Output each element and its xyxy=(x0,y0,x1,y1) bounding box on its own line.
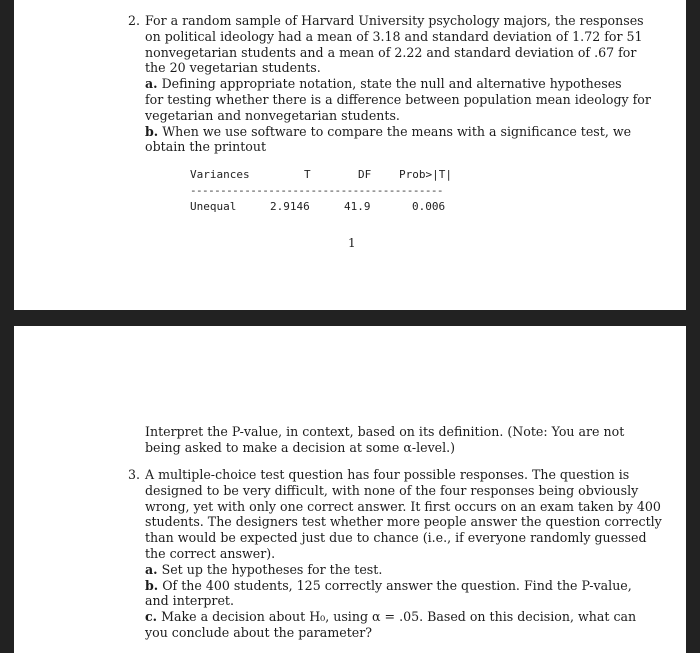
problem-2-intro-line: nonvegetarian students and a mean of 2.22 and standard deviation of .67 for xyxy=(145,44,637,60)
problem-3-part-c-line xyxy=(145,609,662,625)
problem-2-part-a-line xyxy=(145,76,651,92)
part-a-text: Defining appropriate notation, state the null and alternative hypotheses xyxy=(161,76,622,92)
page-number: 1 xyxy=(348,236,356,250)
page-1 xyxy=(14,0,686,310)
printout-separator: ------------------------------------------ xyxy=(190,184,443,196)
continuation-line: being asked to make a decision at some α-level.) xyxy=(145,439,456,455)
part-c-label: c. xyxy=(145,609,158,625)
part-b-label: b. xyxy=(145,577,159,593)
problem-3-part-b-line: and interpret. xyxy=(145,593,234,609)
problem-3-text xyxy=(145,467,662,641)
cell-df: 41.9 xyxy=(344,200,371,213)
page-2 xyxy=(14,326,686,653)
cell-t: 2.9146 xyxy=(270,200,310,213)
problem-2-intro-line: For a random sample of Harvard University psychology majors, the responses xyxy=(145,13,644,28)
problem-2-part-b-line xyxy=(145,124,651,140)
problem-3-intro-line: A multiple-choice test question has four possible responses. The question is xyxy=(145,467,630,482)
problem-3-intro-line: the correct answer). xyxy=(145,545,276,561)
continuation-line: Interpret the P-value, in context, based on its definition. (Note: You are not xyxy=(145,424,625,439)
header-variances: Variances xyxy=(190,168,250,181)
part-b-text: When we use software to compare the means with a significance test, we xyxy=(162,123,632,139)
part-b-label: b. xyxy=(145,123,159,139)
part-a-label: a. xyxy=(145,561,158,577)
problem-2-intro-line: on political ideology had a mean of 3.18 and standard deviation of 1.72 for 51 xyxy=(145,28,643,44)
problem-2-intro-line: the 20 vegetarian students. xyxy=(145,60,321,76)
problem-2-text xyxy=(145,13,651,155)
cell-prob: 0.006 xyxy=(412,200,446,213)
problem-3-intro-line: wrong, yet with only one correct answer. It first occurs on an exam taken by 400 xyxy=(145,498,661,514)
part-a-label: a. xyxy=(145,76,158,92)
part-a-text: Set up the hypotheses for the test. xyxy=(161,561,383,577)
problem-2-part-a-line: for testing whether there is a difference between population mean ideology for xyxy=(145,91,651,107)
problem-3-intro-line: students. The designers test whether more people answer the question correctly xyxy=(145,514,662,530)
problem-3-part-c-line: you conclude about the parameter? xyxy=(145,624,373,640)
problem-2-part-b-line: obtain the printout xyxy=(145,139,267,155)
part-b-text: Of the 400 students, 125 correctly answer the question. Find the P-value, xyxy=(162,577,632,593)
problem-3-number: 3. xyxy=(128,467,141,482)
problem-2-part-a-line: vegetarian and nonvegetarian students. xyxy=(145,107,400,123)
problem-3-part-b-line xyxy=(145,578,662,594)
problem-3-part-a-line xyxy=(145,562,662,578)
header-prob: Prob>|T| xyxy=(399,168,452,181)
cell-variances: Unequal xyxy=(190,200,237,213)
interpret-p-value-text xyxy=(145,424,624,456)
header-df: DF xyxy=(358,168,372,181)
software-printout xyxy=(190,168,462,216)
problem-3-intro-line: than would be expected just due to chance (i.e., if everyone randomly guessed xyxy=(145,530,647,546)
part-c-text: Make a decision about H₀, using α = .05. Based on this decision, what can xyxy=(161,609,637,625)
printout-header-row xyxy=(190,168,462,184)
printout-data-row xyxy=(190,200,462,216)
problem-2-number: 2. xyxy=(128,13,141,28)
header-t: T xyxy=(304,168,311,181)
problem-3-intro-line: designed to be very difficult, with none of the four responses being obviously xyxy=(145,482,639,498)
